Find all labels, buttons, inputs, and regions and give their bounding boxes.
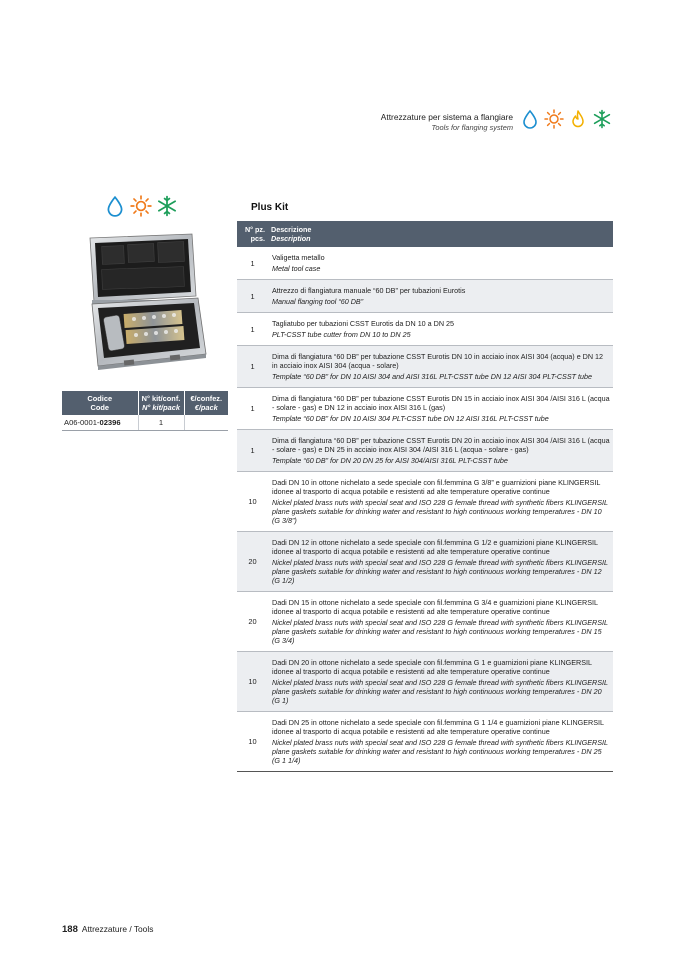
desc-en: Nickel plated brass nuts with special seat and ISO 228 G female thread with synthetic fibers KLINGERSIL plane gaskets suitable for drinking water and resistant to high continuous working temperatures - DN 10 (G 3/8”) (272, 498, 608, 525)
table-row (237, 346, 613, 388)
water-drop-icon (520, 109, 540, 129)
row-qty: 20 (237, 532, 268, 592)
row-desc (268, 346, 613, 388)
desc-it: Dadi DN 20 in ottone nichelato a sede speciale con fil.femmina G 1 e guarnizioni piane KLINGERSIL idonee al trasporto di acqua potabile e resistenti ad alte temperature operative continue (272, 658, 592, 676)
row-qty: 1 (237, 430, 268, 472)
row-qty: 1 (237, 388, 268, 430)
desc-header (268, 221, 613, 247)
desc-en: Template “60 DB” for DN 10 AISI 304 PLT-CSST tube DN 12 AISI 316L PLT-CSST tube (272, 414, 549, 423)
table-row (237, 472, 613, 532)
desc-it: Dima di flangiatura “60 DB” per tubazione CSST Eurotis DN 20 in acciaio inox AISI 304 /AISI 316 L (acqua - solare - gas) e DN 25 in acciaio inox AISI 304 /AISI 316 L (acqua - solare - gas) (272, 436, 610, 454)
product-application-icons (104, 195, 178, 217)
desc-en: Template “60 DB” for DN 20 DN 25 for AISI 304/AISI 316L PLT-CSST tube (272, 456, 508, 465)
table-row (237, 388, 613, 430)
row-desc (268, 712, 613, 772)
kit-header (138, 391, 184, 415)
table-row (237, 712, 613, 772)
snowflake-icon (592, 109, 612, 129)
kit-header-it: N° kit/conf. (141, 394, 181, 403)
desc-en: Template “60 DB” for DN 10 AISI 304 and AISI 316L PLT-CSST tube DN 12 AISI 304 PLT-CSST tube (272, 372, 593, 381)
footer-section: Attrezzature / Tools (81, 924, 154, 934)
header-title: Attrezzature per sistema a flangiare (380, 112, 513, 122)
desc-it: Attrezzo di flangiatura manuale “60 DB” per tubazioni Eurotis (272, 286, 466, 295)
table-row (237, 532, 613, 592)
desc-en: Nickel plated brass nuts with special seat and ISO 228 G female thread with synthetic fibers KLINGERSIL plane gaskets suitable for drinking water and resistant to high continuous working temperatures - DN 25 (G 1 1/4) (272, 738, 608, 765)
row-desc (268, 472, 613, 532)
desc-header-en: Description (271, 234, 311, 243)
row-qty: 1 (237, 247, 268, 280)
code-header (62, 391, 138, 415)
kit-header-en: N° kit/pack (142, 403, 180, 412)
qty-header-en: pcs. (250, 234, 265, 243)
row-desc (268, 313, 613, 346)
page-number: 188 (62, 924, 78, 935)
plus-kit-table (237, 221, 613, 772)
desc-en: Manual flanging tool “60 DB” (272, 297, 364, 306)
snowflake-icon (156, 195, 178, 217)
desc-en: PLT-CSST tube cutter from DN 10 to DN 25 (272, 330, 411, 339)
row-qty: 1 (237, 346, 268, 388)
price-header (184, 391, 228, 415)
header-subtitle: Tools for flanging system (431, 123, 513, 132)
desc-en: Nickel plated brass nuts with special seat and ISO 228 G female thread with synthetic fibers KLINGERSIL plane gaskets suitable for drinking water and resistant to high continuous working temperatures - DN 12 (G 1/2) (272, 558, 608, 585)
desc-it: Tagliatubo per tubazioni CSST Eurotis da DN 10 a DN 25 (272, 319, 455, 328)
desc-it: Dima di flangiatura “60 DB” per tubazione CSST Eurotis DN 10 in acciaio inox AISI 304 (acqua) e DN 12 in acciaio inox AISI 304 (acqua - solare) (272, 352, 604, 370)
desc-it: Dadi DN 12 in ottone nichelato a sede speciale con fil.femmina G 1/2 e guarnizioni piane KLINGERSIL idonee al trasporto di acqua potabile e resistenti ad alte temperature operative continue (272, 538, 598, 556)
row-qty: 20 (237, 592, 268, 652)
desc-it: Dadi DN 25 in ottone nichelato a sede speciale con fil.femmina G 1 1/4 e guarnizioni piane KLINGERSIL idonee al trasporto di acqua potabile e resistenti ad alte temperature operative continue (272, 718, 604, 736)
price-header-en: €/pack (194, 403, 218, 412)
table-row (237, 280, 613, 313)
row-qty: 1 (237, 313, 268, 346)
table-row (237, 247, 613, 280)
row-desc (268, 388, 613, 430)
qty-header (237, 221, 268, 247)
row-qty: 10 (237, 712, 268, 772)
row-desc (268, 532, 613, 592)
tool-case-photo (84, 232, 210, 372)
table-row (62, 415, 228, 431)
desc-it: Valigetta metallo (272, 253, 325, 262)
plus-kit-title: Plus Kit (251, 202, 289, 213)
row-desc (268, 280, 613, 313)
order-code-table (62, 391, 228, 431)
code-prefix: A06-0001- (64, 418, 100, 427)
row-qty: 1 (237, 280, 268, 313)
row-desc (268, 652, 613, 712)
kit-count: 1 (138, 415, 184, 431)
table-row (237, 430, 613, 472)
desc-en: Nickel plated brass nuts with special seat and ISO 228 G female thread with synthetic fibers KLINGERSIL plane gaskets suitable for drinking water and resistant to high continuous working temperatures - DN 20 (G 1) (272, 678, 608, 705)
code-header-it: Codice (87, 394, 113, 403)
table-row (237, 313, 613, 346)
page-footer (62, 924, 153, 935)
desc-en: Metal tool case (272, 264, 321, 273)
desc-it: Dadi DN 10 in ottone nichelato a sede speciale con fil.femmina G 3/8” e guarnizioni piane KLINGERSIL idonee al trasporto di acqua potabile e resistenti ad alte temperature operative continue (272, 478, 601, 496)
row-desc (268, 430, 613, 472)
table-row (237, 592, 613, 652)
sun-icon (130, 195, 152, 217)
water-drop-icon (104, 195, 126, 217)
row-qty: 10 (237, 472, 268, 532)
qty-header-it: N° pz. (244, 225, 265, 234)
sun-icon (544, 109, 564, 129)
desc-header-it: Descrizione (271, 225, 312, 234)
row-desc (268, 247, 613, 280)
desc-it: Dadi DN 15 in ottone nichelato a sede speciale con fil.femmina G 3/4 e guarnizioni piane KLINGERSIL idonee al trasporto di acqua potabile e resistenti ad alte temperature operative continue (272, 598, 598, 616)
page-header (381, 112, 513, 133)
code-header-en: Code (90, 403, 109, 412)
flame-icon (568, 109, 588, 129)
desc-en: Nickel plated brass nuts with special seat and ISO 228 G female thread with synthetic fibers KLINGERSIL plane gaskets suitable for drinking water and resistant to high continuous working temperatures - DN 15 (G 3/4) (272, 618, 608, 645)
row-desc (268, 592, 613, 652)
product-code (62, 415, 138, 431)
header-icons (520, 109, 612, 129)
row-qty: 10 (237, 652, 268, 712)
desc-it: Dima di flangiatura “60 DB” per tubazione CSST Eurotis DN 15 in acciaio inox AISI 304 /AISI 316 L (acqua - solare - gas) e DN 12 in acciaio inox AISI 316 L (gas) (272, 394, 610, 412)
price (184, 415, 228, 431)
price-header-it: €/confez. (190, 394, 223, 403)
code-suffix: 02396 (99, 418, 121, 427)
table-row (237, 652, 613, 712)
